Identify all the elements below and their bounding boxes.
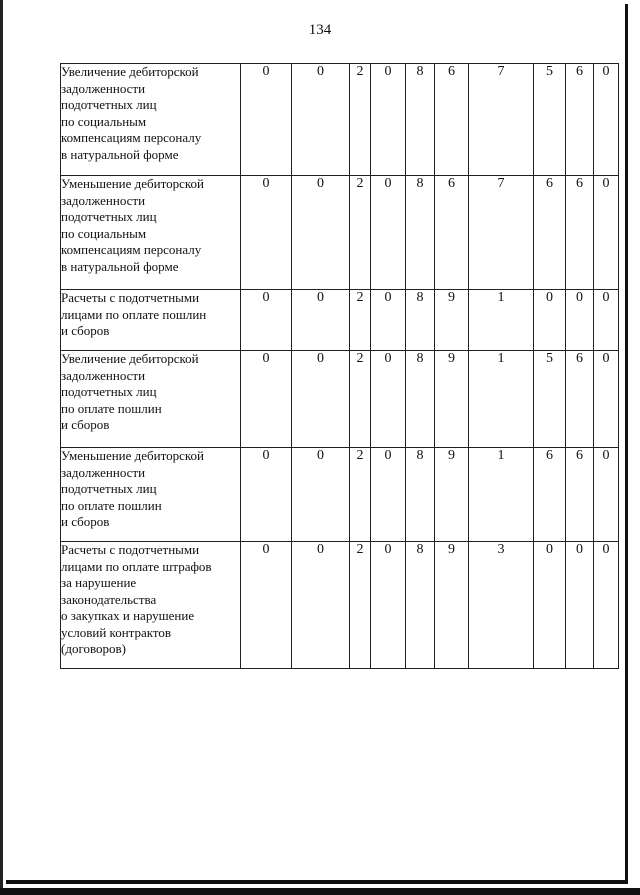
code-digit-cell: 9 [435, 351, 469, 448]
code-digit-cell: 6 [566, 448, 594, 542]
code-digit-cell: 0 [566, 290, 594, 351]
table-row [61, 290, 619, 351]
table-row [61, 64, 619, 176]
code-digit-cell: 0 [292, 176, 350, 290]
code-digit-cell: 0 [241, 176, 292, 290]
code-digit-cell: 8 [406, 290, 435, 351]
code-digit-cell: 2 [350, 542, 371, 669]
code-digit-cell: 9 [435, 290, 469, 351]
code-digit-cell: 7 [469, 64, 534, 176]
scan-left-edge [0, 0, 3, 895]
code-digit-cell: 0 [241, 351, 292, 448]
page-number: 134 [308, 22, 332, 38]
code-digit-cell: 0 [292, 351, 350, 448]
scan-bottom-edge [0, 888, 640, 895]
code-digit-cell: 8 [406, 64, 435, 176]
code-digit-cell: 6 [534, 176, 566, 290]
table-row [61, 176, 619, 290]
code-digit-cell: 6 [566, 64, 594, 176]
code-digit-cell: 2 [350, 351, 371, 448]
code-digit-cell: 6 [435, 176, 469, 290]
code-digit-cell: 5 [534, 351, 566, 448]
code-digit-cell: 2 [350, 448, 371, 542]
code-digit-cell: 0 [292, 64, 350, 176]
table-row [61, 542, 619, 669]
code-digit-cell: 0 [594, 176, 619, 290]
code-digit-cell: 6 [566, 176, 594, 290]
code-digit-cell: 0 [292, 542, 350, 669]
code-digit-cell: 2 [350, 176, 371, 290]
code-digit-cell: 0 [566, 542, 594, 669]
code-digit-cell: 0 [371, 176, 406, 290]
code-digit-cell: 0 [594, 290, 619, 351]
code-digit-cell: 2 [350, 64, 371, 176]
code-digit-cell: 0 [241, 448, 292, 542]
code-digit-cell: 1 [469, 290, 534, 351]
code-digit-cell: 5 [534, 64, 566, 176]
code-digit-cell: 6 [534, 448, 566, 542]
code-digit-cell: 2 [350, 290, 371, 351]
code-digit-cell: 0 [371, 351, 406, 448]
code-digit-cell: 6 [566, 351, 594, 448]
code-digit-cell: 0 [371, 290, 406, 351]
account-code-table [60, 63, 619, 669]
code-digit-cell: 8 [406, 542, 435, 669]
code-digit-cell: 3 [469, 542, 534, 669]
table-row [61, 351, 619, 448]
row-label: Расчеты с подотчетными лицами по оплате штрафов за нарушение законодательства о закупках и нарушение условий контрактов (договоров) [61, 542, 241, 669]
code-digit-cell: 0 [241, 542, 292, 669]
code-digit-cell: 9 [435, 542, 469, 669]
code-digit-cell: 0 [371, 542, 406, 669]
row-label: Уменьшение дебиторской задолженности подотчетных лиц по оплате пошлин и сборов [61, 448, 241, 542]
code-digit-cell: 0 [371, 448, 406, 542]
code-digit-cell: 1 [469, 351, 534, 448]
code-digit-cell: 0 [292, 290, 350, 351]
code-digit-cell: 0 [241, 290, 292, 351]
code-digit-cell: 0 [594, 542, 619, 669]
table-row [61, 448, 619, 542]
code-digit-cell: 0 [292, 448, 350, 542]
row-label: Уменьшение дебиторской задолженности подотчетных лиц по социальным компенсациям персоналу в натуральной форме [61, 176, 241, 290]
code-digit-cell: 6 [435, 64, 469, 176]
code-digit-cell: 0 [594, 448, 619, 542]
row-label: Увеличение дебиторской задолженности подотчетных лиц по социальным компенсациям персоналу в натуральной форме [61, 64, 241, 176]
code-digit-cell: 0 [241, 64, 292, 176]
code-digit-cell: 7 [469, 176, 534, 290]
code-digit-cell: 8 [406, 176, 435, 290]
code-digit-cell: 8 [406, 351, 435, 448]
code-digit-cell: 0 [534, 290, 566, 351]
row-label: Расчеты с подотчетными лицами по оплате пошлин и сборов [61, 290, 241, 351]
code-digit-cell: 0 [594, 351, 619, 448]
code-digit-cell: 0 [371, 64, 406, 176]
code-digit-cell: 0 [594, 64, 619, 176]
code-digit-cell: 1 [469, 448, 534, 542]
code-digit-cell: 9 [435, 448, 469, 542]
code-digit-cell: 8 [406, 448, 435, 542]
row-label: Увеличение дебиторской задолженности подотчетных лиц по оплате пошлин и сборов [61, 351, 241, 448]
code-digit-cell: 0 [534, 542, 566, 669]
